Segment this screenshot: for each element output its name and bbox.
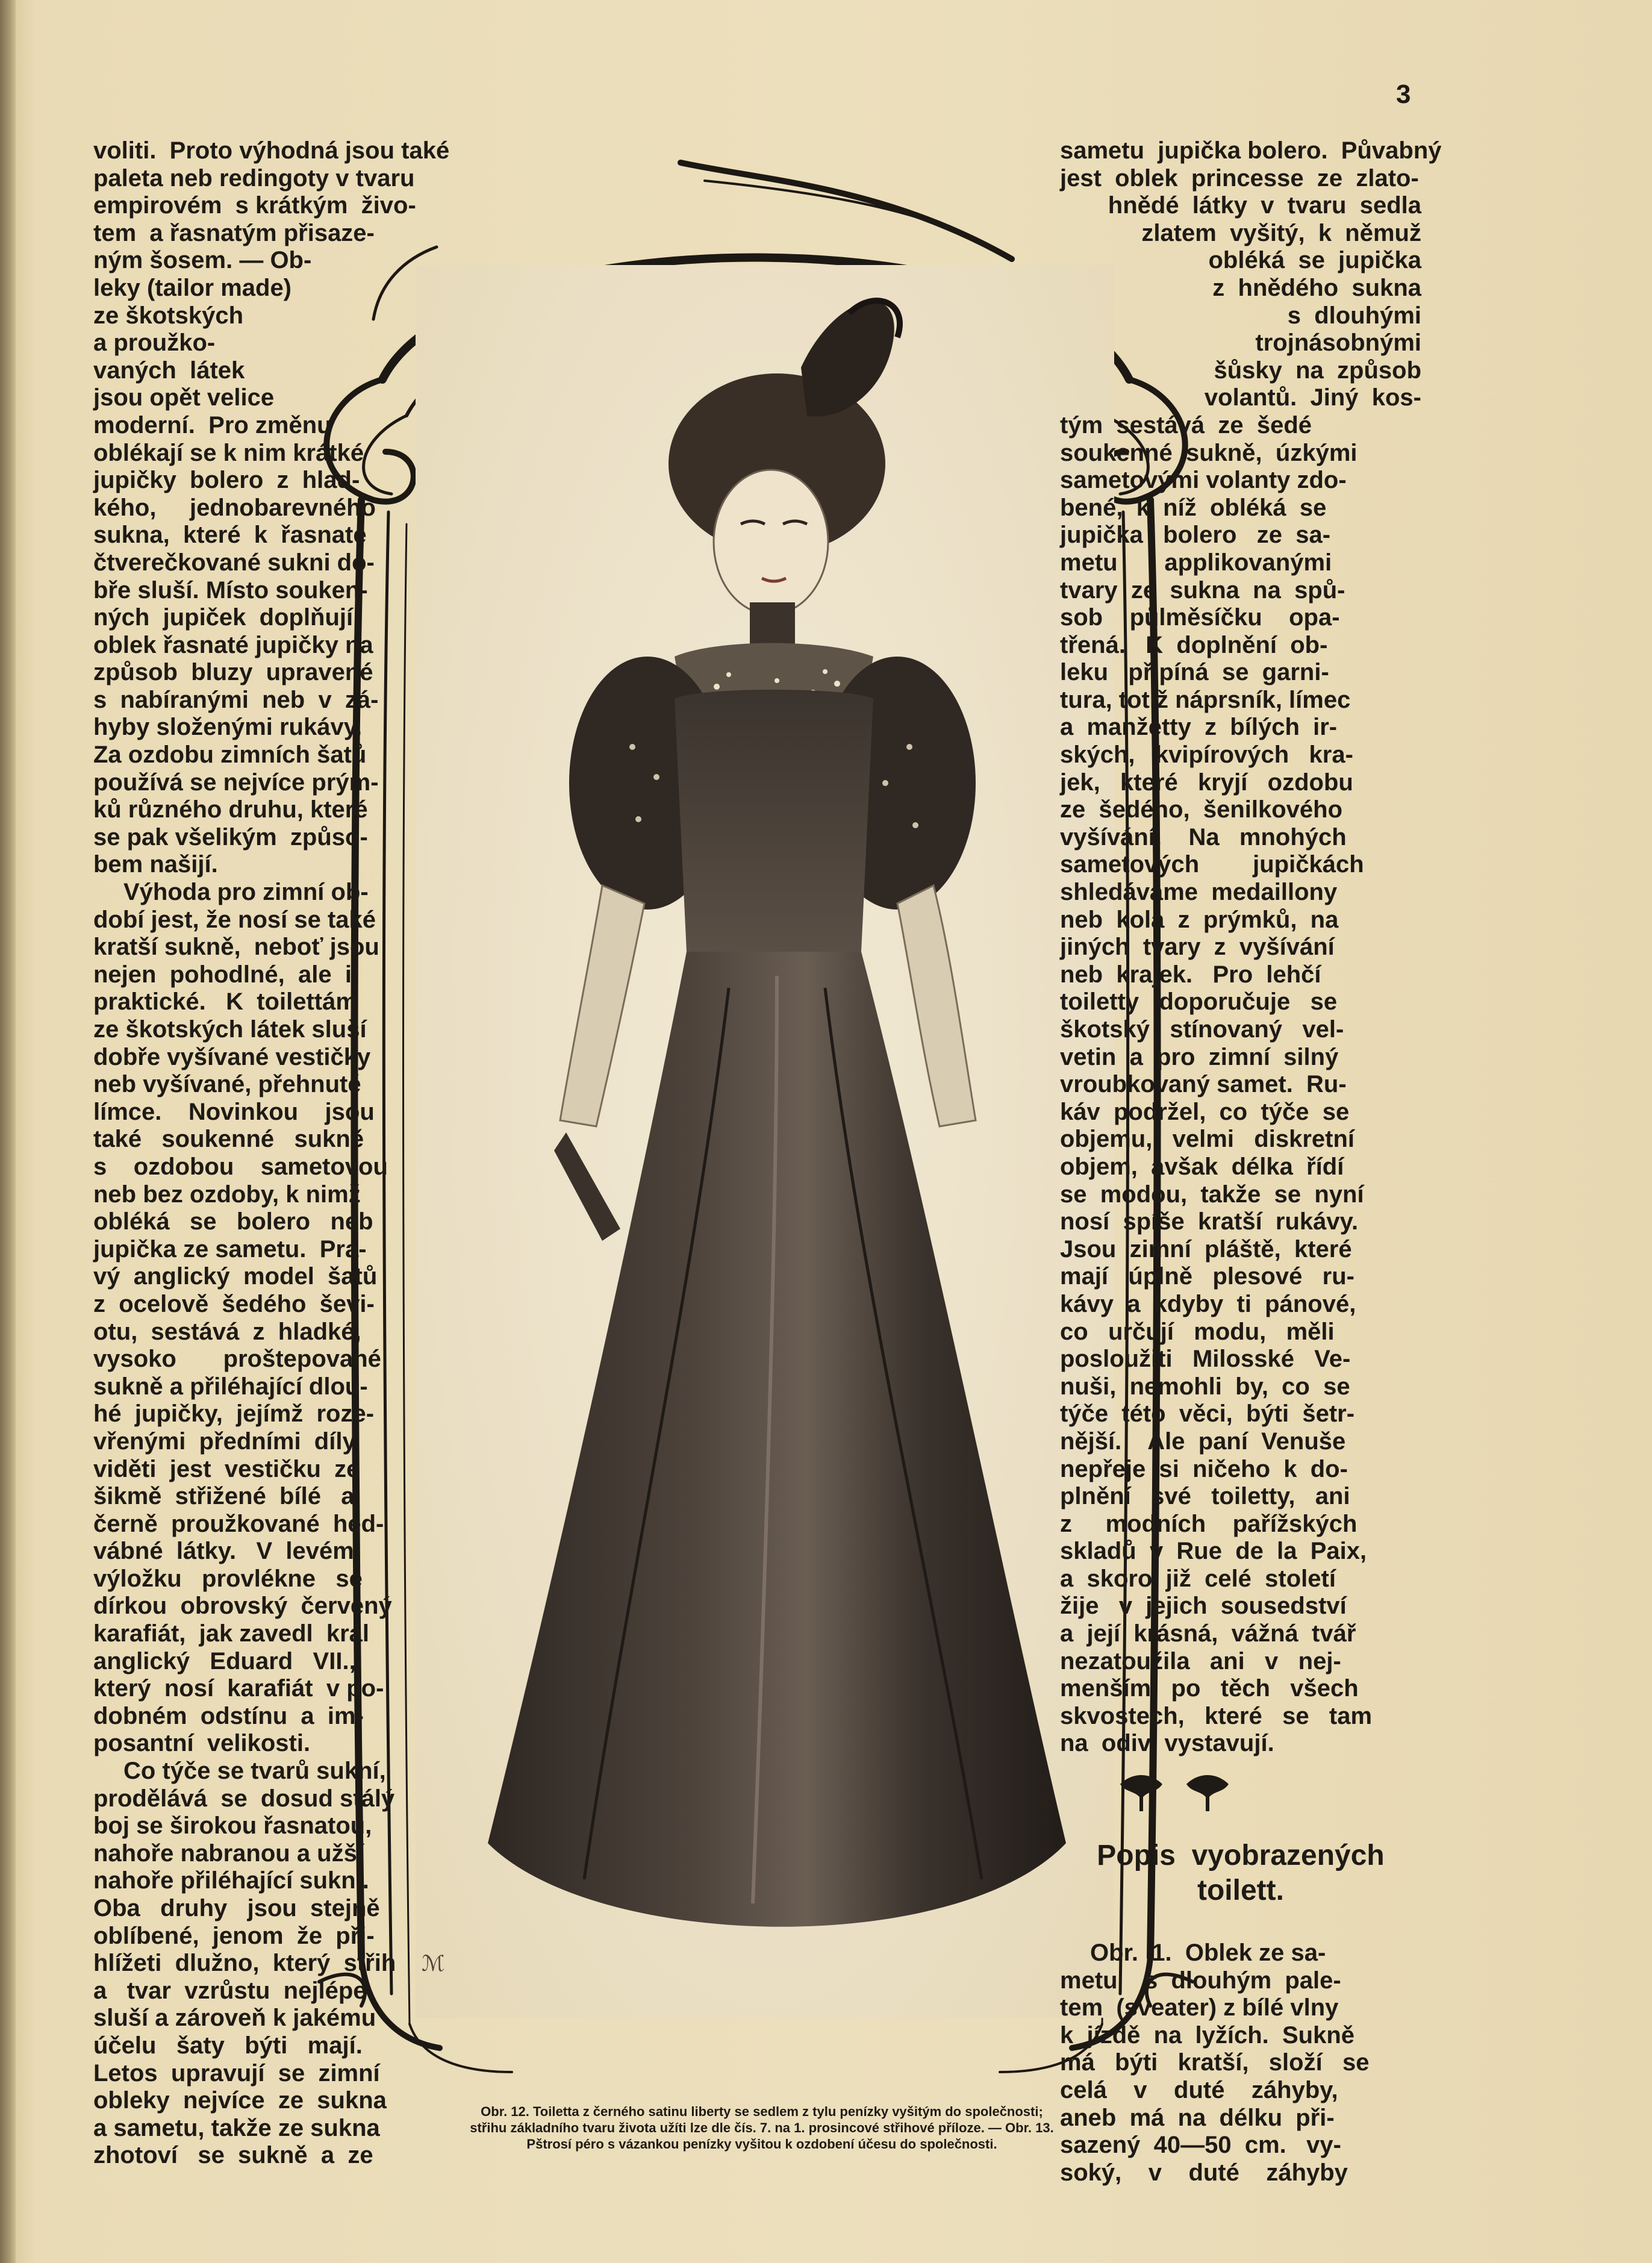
right-column-line: objemu, velmi diskretní: [1060, 1126, 1355, 1153]
left-column-line: nejen pohodlné, ale i: [93, 961, 352, 988]
left-column-line: Co týče se tvarů sukní,: [123, 1758, 386, 1785]
right-column-line: objem, avšak délka řídí: [1060, 1153, 1344, 1180]
left-column-line: jupičky bolero z hlad-: [93, 467, 360, 494]
section-heading-line-1: Popis vyobrazených: [1097, 1840, 1385, 1872]
right-column-line: neb kola z prýmků, na: [1060, 906, 1339, 933]
left-column-line: sukna, které k řasnaté: [93, 522, 367, 549]
right-column-line: jest oblek princesse ze zlato-: [1060, 164, 1419, 192]
left-column-line: jupička ze sametu. Pra-: [93, 1235, 367, 1263]
right-column-line: a manžetty z bílých ir-: [1060, 714, 1338, 741]
left-column-line: používá se nejvíce prým-: [93, 769, 379, 796]
right-column-line: jiných tvary z vyšívání: [1060, 934, 1335, 961]
fashion-illustration: [416, 265, 1114, 2018]
right-column-line: metu applikovanými: [1060, 549, 1332, 576]
left-column-line: límce. Novinkou jsou: [93, 1098, 375, 1125]
right-column-line: vyšívání. Na mnohých: [1060, 823, 1347, 851]
left-column-line: a proužko-: [93, 329, 216, 357]
artist-monogram: ℳ: [422, 1952, 445, 1976]
right-column-line: co určují modu, měli: [1060, 1318, 1335, 1345]
right-column-line: zlatem vyšitý, k němuž: [1141, 219, 1421, 246]
right-column-line: vetin a pro zimní silný: [1060, 1043, 1339, 1070]
caption-line-1: Obr. 12. Toiletta z černého satinu liberty se sedlem z tylu penízky vyšitým do společnosti;: [481, 2104, 1043, 2119]
left-column-line: hlížeti dlužno, který střih: [93, 1950, 396, 1977]
left-column-line: Oba druhy jsou stejně: [93, 1895, 380, 1921]
section-heading: [1060, 1838, 1421, 1908]
right-column-line: Jsou zimní pláště, které: [1060, 1235, 1352, 1263]
left-column-line: vysoko proštepované: [93, 1346, 381, 1373]
section-body-line: aneb má na délku při-: [1060, 2104, 1335, 2131]
right-column-line: kávy a kdyby ti pánové,: [1060, 1290, 1356, 1317]
left-column-line: sukně a přiléhající dlou-: [93, 1373, 368, 1400]
left-column-line: karafiát, jak zavedl král: [93, 1620, 370, 1647]
left-column-line: a sametu, takže ze sukna: [93, 2114, 380, 2141]
left-column-line: který nosí karafiát v po-: [93, 1675, 384, 1702]
left-column-line: hyby složenými rukávy.: [93, 714, 363, 741]
right-column-line: sametu jupička bolero. Půvabný: [1060, 137, 1442, 164]
right-column-line: jupička bolero ze sa-: [1060, 522, 1331, 549]
section-body-line: soký, v duté záhyby: [1060, 2159, 1348, 2186]
right-column-line: tura, totiž náprsník, límec: [1060, 686, 1351, 713]
left-column-line: empirovém s krátkým živo-: [93, 192, 416, 219]
left-column-line: oblek řasnaté jupičky na: [93, 631, 373, 658]
left-column-line: oblékají se k nim krátké: [93, 439, 364, 466]
left-column-line: dobře vyšívané vestičky: [93, 1043, 371, 1070]
section-body-line: sazený 40—50 cm. vy-: [1060, 2132, 1341, 2159]
left-column-line: čtverečkované sukni do-: [93, 549, 375, 576]
right-column-line: sametovými volanty zdo-: [1060, 467, 1347, 494]
right-column-line: ze šedého, šenilkového: [1060, 796, 1343, 823]
right-column-line: sob půlměsíčku opa-: [1060, 604, 1340, 631]
left-column-line: Výhoda pro zimní ob-: [123, 879, 369, 906]
page-binding-edge: [0, 0, 16, 2263]
right-column-line: se modou, takže se nyní: [1060, 1181, 1364, 1208]
right-column-line: tým sestává ze šedé: [1060, 411, 1312, 439]
left-column-line: a tvar vzrůstu nejlépe: [93, 1977, 367, 2004]
right-column-line: nezatoužila ani v nej-: [1060, 1647, 1341, 1675]
left-column-line: viděti jest vestičku ze: [93, 1455, 360, 1482]
left-column-line: nahoře přiléhající sukní.: [93, 1867, 369, 1894]
left-column-line: leky (tailor made): [93, 274, 292, 301]
right-column-line: skvostech, které se tam: [1060, 1702, 1373, 1729]
right-column-line: volantů. Jiný kos-: [1204, 384, 1421, 411]
right-column-line: shledáváme medaillony: [1060, 879, 1338, 906]
right-column-line: bené, k níž obléká se: [1060, 494, 1327, 521]
left-column-line: voliti. Proto výhodná jsou také: [93, 137, 450, 164]
right-column-line: s dlouhými: [1287, 302, 1421, 329]
right-column-line: a její krásná, vážná tvář: [1060, 1620, 1356, 1647]
section-heading-line-2: toilett.: [1197, 1874, 1284, 1907]
right-column-line: nosí spíše kratší rukávy.: [1060, 1208, 1359, 1235]
left-column-line: anglický Eduard VII.,: [93, 1647, 356, 1675]
section-body-line: k jízdě na lyžích. Sukně: [1060, 2021, 1355, 2049]
left-column-line: vábné látky. V levém: [93, 1538, 354, 1565]
left-column-line: vý anglický model šatů: [93, 1263, 378, 1290]
right-column-line: nější. Ale paní Venuše: [1060, 1428, 1346, 1455]
left-column-line: dírkou obrovský červený: [93, 1593, 392, 1620]
right-column-line: třená. K doplnění ob-: [1060, 631, 1328, 658]
left-column-line: obleky nejvíce ze sukna: [93, 2087, 387, 2114]
right-column-line: menším po těch všech: [1060, 1675, 1359, 1702]
left-column-line: obléká se bolero neb: [93, 1208, 373, 1235]
left-column-line: Letos upravují se zimní: [93, 2059, 380, 2087]
left-column-line: moderní. Pro změnu: [93, 411, 332, 439]
section-body-line: má býti kratší, složí se: [1060, 2049, 1370, 2076]
left-column-line: ným šosem. — Ob-: [93, 247, 312, 274]
right-column-line: sametových jupičkách: [1060, 851, 1364, 878]
left-column-line: s nabíranými neb v zá-: [93, 686, 379, 713]
caption-line-2: střihu základního tvaru života užíti lze dle čís. 7. na 1. prosincové střihové příloze. — Obr. 13.: [470, 2120, 1054, 2135]
right-column-line: plnění své toiletty, ani: [1060, 1483, 1350, 1510]
left-column-line: dobném odstínu a im-: [93, 1702, 364, 1729]
left-column-line: posantní velikosti.: [93, 1730, 311, 1757]
left-text-column: [93, 137, 455, 2170]
right-column-line: leku připíná se garni-: [1060, 659, 1329, 686]
right-column-line: soukenné sukně, úzkými: [1060, 439, 1357, 466]
left-column-line: ků různého druhu, které: [93, 796, 368, 823]
left-column-line: kratší sukně, neboť jsou: [93, 934, 379, 961]
left-column-line: bře sluší. Místo souken-: [93, 576, 368, 604]
right-column-line: hnědé látky v tvaru sedla: [1108, 192, 1421, 219]
left-column-line: dobí jest, že nosí se také: [93, 906, 376, 933]
right-column-line: na odiv vystavují.: [1060, 1730, 1274, 1757]
left-column-line: ných jupiček doplňují: [93, 604, 354, 631]
left-column-line: oblíbené, jenom že při-: [93, 1922, 375, 1949]
left-column-line: vřenými předními díly: [93, 1428, 356, 1455]
right-column-line: mají úplně plesové ru-: [1060, 1263, 1355, 1290]
left-column-line: účelu šaty býti mají.: [93, 2032, 363, 2059]
section-body-line: metu s dlouhým pale-: [1060, 1967, 1341, 1994]
left-column-line: sluší a zároveň k jakému: [93, 2005, 376, 2032]
left-column-line: paleta neb redingoty v tvaru: [93, 164, 415, 192]
right-column-line: tvary ze sukna na spů-: [1060, 576, 1345, 604]
left-column-line: také soukenné sukně: [93, 1126, 364, 1153]
left-column-line: výložku provlékne se: [93, 1565, 363, 1592]
left-column-line: se pak všelikým způso-: [93, 823, 368, 851]
left-column-line: Za ozdobu zimních šatů: [93, 741, 367, 769]
fleuron-pair-icon: [1108, 1772, 1247, 1814]
left-column-line: neb bez ozdoby, k nimž: [93, 1181, 361, 1208]
right-column-line: ských, kvipírových kra-: [1060, 741, 1353, 769]
caption-line-3: Pštrosí péro s vázankou penízky vyšitou k ozdobení účesu do společnosti.: [526, 2137, 997, 2152]
left-column-line: nahoře nabranou a užší: [93, 1840, 364, 1867]
left-column-line: zhotoví se sukně a ze: [93, 2142, 373, 2169]
page-number: 3: [1396, 80, 1411, 109]
left-column-line: černě proužkované hed-: [93, 1510, 384, 1537]
right-column-line: nepřeje si ničeho k do-: [1060, 1455, 1348, 1482]
left-column-line: způsob bluzy upravené: [93, 659, 373, 686]
section-body-line: Obr. 1. Oblek ze sa-: [1090, 1940, 1326, 1967]
right-column-body: [1060, 137, 1442, 1758]
left-column-line: ze škotských látek sluší: [93, 1016, 367, 1043]
right-column-line: týče této věci, býti šetr-: [1060, 1400, 1355, 1428]
left-column-line: z ocelově šedého ševi-: [93, 1290, 375, 1317]
right-column-line: jek, které kryjí ozdobu: [1060, 769, 1353, 796]
right-column-line: skladů v Rue de la Paix,: [1060, 1538, 1367, 1565]
left-column-line: praktické. K toilettám: [93, 988, 357, 1016]
left-column-line: otu, sestává z hladké,: [93, 1318, 361, 1345]
left-column-line: tem a řasnatým přisaze-: [93, 219, 375, 246]
right-column-line: šůsky na způsob: [1214, 357, 1421, 384]
right-column-line: káv podržel, co týče se: [1060, 1098, 1350, 1125]
left-column-line: prodělává se dosud stálý: [93, 1785, 395, 1812]
right-column-line: obléká se jupička: [1208, 247, 1421, 274]
right-column-line: žije v jejich sousedství: [1060, 1593, 1347, 1620]
left-column-line: hé jupičky, jejímž roze-: [93, 1400, 375, 1428]
section-body-line: celá v duté záhyby,: [1060, 2077, 1338, 2103]
left-column-line: boj se širokou řasnatou,: [93, 1812, 372, 1840]
right-column-line: škotský stínovaný vel-: [1060, 1016, 1344, 1043]
left-column-line: kého, jednobarevného: [93, 494, 376, 521]
right-column-line: z hnědého sukna: [1212, 274, 1421, 301]
right-column-line: z modních pařížských: [1060, 1510, 1357, 1537]
right-column-line: posloužiti Milosské Ve-: [1060, 1346, 1351, 1373]
fashion-plate-woman-icon: [416, 265, 1114, 2018]
left-column-line: bem našijí.: [93, 851, 218, 878]
left-column-line: ze škotských: [93, 302, 244, 329]
right-text-column: [1060, 137, 1442, 2187]
left-column-line: šikmě střižené bílé a: [93, 1483, 355, 1510]
right-column-line: toiletty doporučuje se: [1060, 988, 1338, 1016]
right-column-line: neb krajek. Pro lehčí: [1060, 961, 1321, 988]
left-column-line: s ozdobou sametovou: [93, 1153, 388, 1180]
left-column-line: jsou opět velice: [93, 384, 275, 411]
section-body-line: tem (sveater) z bílé vlny: [1060, 1994, 1339, 2021]
left-column-line: vaných látek: [93, 357, 245, 384]
left-column-line: neb vyšívané, přehnuté: [93, 1071, 361, 1098]
right-column-line: a skoro již celé století: [1060, 1565, 1336, 1592]
right-column-line: vroubkovaný samet. Ru-: [1060, 1071, 1347, 1098]
right-column-line: nuši, nemohli by, co se: [1060, 1373, 1350, 1400]
illustration-caption: [385, 2103, 1138, 2152]
right-column-line: trojnásobnými: [1255, 329, 1421, 357]
